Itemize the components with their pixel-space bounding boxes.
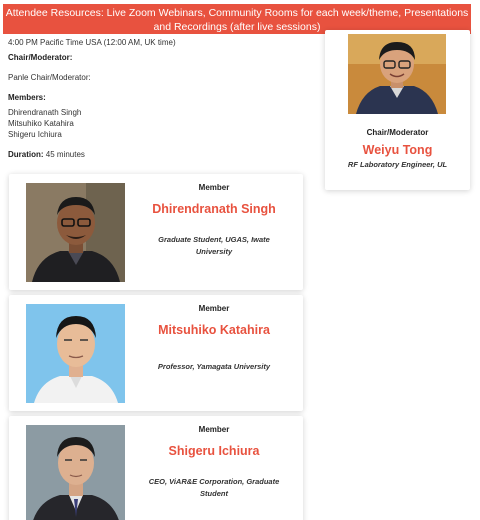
session-details	[8, 37, 308, 160]
chair-photo	[348, 34, 446, 114]
member-role: Member	[198, 183, 230, 192]
member-photo	[26, 304, 125, 403]
member-name[interactable]: Dhirendranath Singh	[152, 202, 276, 216]
panel-chair-label: Panle Chair/Moderator:	[8, 73, 91, 82]
members-label: Members:	[8, 93, 46, 102]
chair-role: Chair/Moderator	[366, 128, 429, 137]
member-name[interactable]: Mitsuhiko Katahira	[158, 323, 270, 337]
member-card	[9, 174, 303, 290]
member-photo	[26, 183, 125, 282]
chair-name[interactable]: Weiyu Tong	[362, 143, 433, 157]
chair-label: Chair/Moderator:	[8, 53, 73, 62]
duration-row	[8, 149, 308, 160]
member-title: Graduate Student, UGAS, Iwate University	[158, 235, 270, 256]
member-card	[9, 416, 303, 520]
member-list-item: Shigeru Ichiura	[8, 130, 62, 139]
member-name[interactable]: Shigeru Ichiura	[168, 444, 260, 458]
duration-value: 45 minutes	[45, 150, 85, 159]
chair-card	[325, 30, 470, 190]
member-list-item: Mitsuhiko Katahira	[8, 119, 74, 128]
chair-title: RF Laboratory Engineer, UL	[347, 160, 448, 169]
session-time: 4:00 PM Pacific Time USA (12:00 AM, UK time)	[8, 38, 176, 47]
member-role: Member	[198, 304, 230, 313]
member-title: Professor, Yamagata University	[157, 362, 271, 371]
duration-label: Duration:	[8, 150, 44, 159]
member-list-item: Dhirendranath Singh	[8, 108, 82, 117]
banner-text: Attendee Resources: Live Zoom Webinars, Community Rooms for each week/theme, Presentations and Recordings (after live sessions)	[5, 7, 469, 33]
member-photo	[26, 425, 125, 520]
member-card	[9, 295, 303, 411]
member-role: Member	[198, 425, 230, 434]
member-title: CEO, ViAR&E Corporation, Graduate Student	[148, 477, 280, 498]
